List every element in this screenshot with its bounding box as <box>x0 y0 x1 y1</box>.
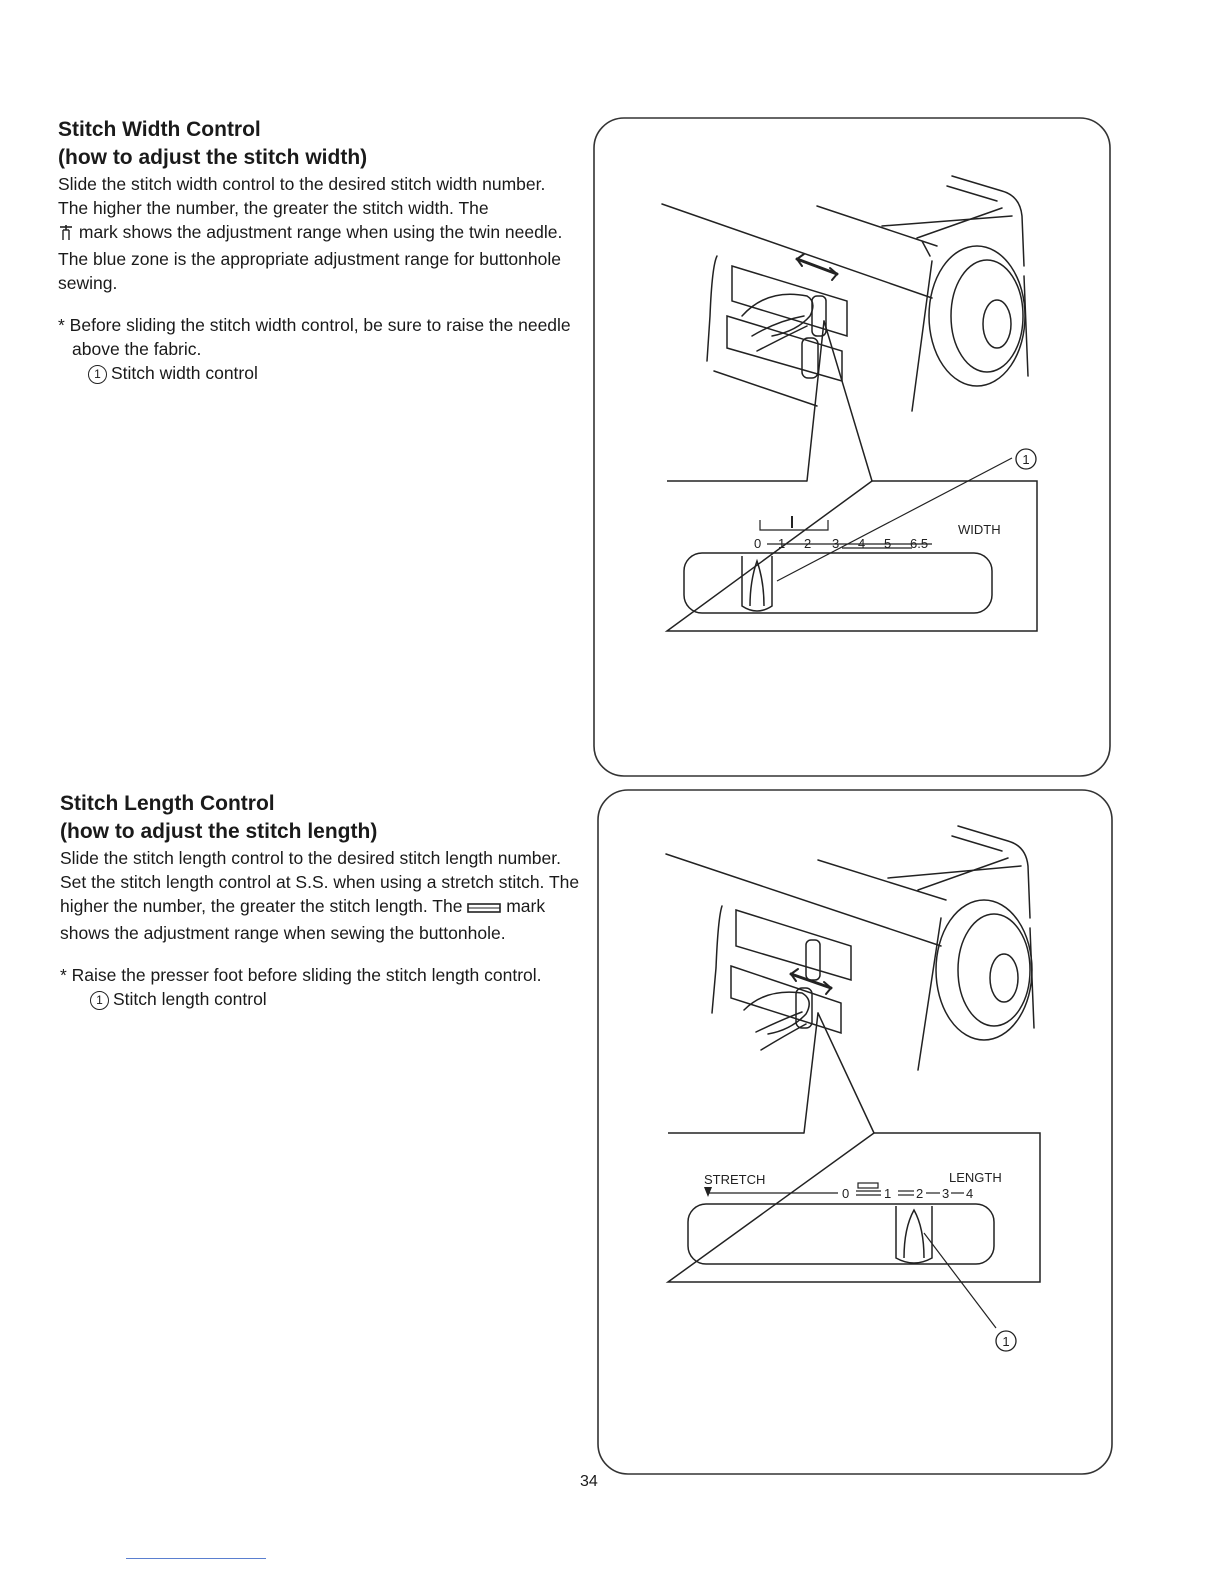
width-scale-4: 4 <box>858 536 866 551</box>
stitch-width-callout-label: Stitch width control <box>111 363 258 383</box>
stitch-width-section <box>58 116 578 385</box>
stitch-width-instructions: Slide the stitch width control to the desired stitch width number. <box>58 174 546 194</box>
stitch-length-instructions: Slide the stitch length control to the desired stitch length number. <box>60 848 561 868</box>
width-scale-5: 5 <box>884 536 892 551</box>
stitch-width-subtitle: (how to adjust the stitch width) <box>58 146 368 169</box>
stitch-width-note: * Before sliding the stitch width control, be sure to raise the needle above the fabric. <box>58 315 571 359</box>
stitch-length-callout <box>90 987 580 1011</box>
width-scale-0: 0 <box>754 536 762 551</box>
length-scale-0: 0 <box>842 1186 850 1201</box>
twin-needle-icon <box>58 223 74 247</box>
width-scale-3: 3 <box>832 536 840 551</box>
width-callout-number: 1 <box>1022 452 1030 467</box>
width-label: WIDTH <box>958 522 1001 537</box>
length-scale-detail <box>668 1133 1040 1328</box>
stitch-length-illustration <box>596 788 1114 1476</box>
length-label: LENGTH <box>949 1170 1002 1185</box>
length-scale-3: 3 <box>942 1186 950 1201</box>
stitch-length-callout-label: Stitch length control <box>113 989 267 1009</box>
width-scale-2: 2 <box>804 536 812 551</box>
sewing-machine-drawing <box>666 826 1034 1133</box>
stretch-label: STRETCH <box>704 1172 766 1187</box>
length-callout-number: 1 <box>1002 1334 1010 1349</box>
stitch-width-description-lead: The higher the number, the greater the stitch width. The <box>58 198 489 218</box>
length-scale-1: 1 <box>884 1186 892 1201</box>
sewing-machine-drawing <box>662 176 1028 481</box>
width-callout-marker <box>1016 449 1036 469</box>
stitch-width-callout <box>88 361 578 385</box>
stitch-length-subtitle: (how to adjust the stitch length) <box>60 820 378 843</box>
footer-rule <box>126 1558 266 1559</box>
width-scale-6-5: 6.5 <box>910 536 929 551</box>
stitch-length-section <box>60 790 580 1011</box>
stitch-length-description-rest: mark shows the adjustment range when sewing the buttonhole. <box>60 896 546 943</box>
length-scale-2: 2 <box>916 1186 924 1201</box>
width-scale-1: 1 <box>778 536 786 551</box>
page-number: 34 <box>580 1473 598 1490</box>
stitch-width-description-rest: mark shows the adjustment range when using the twin needle. The blue zone is the appropriate adjustment range for buttonhole sewing. <box>58 222 563 293</box>
width-scale-detail <box>667 458 1037 631</box>
stitch-length-note: * Raise the presser foot before sliding the stitch length control. <box>60 965 542 985</box>
callout-number-badge: 1 <box>90 991 109 1010</box>
stitch-width-description <box>58 196 578 295</box>
stitch-length-description-lead: Set the stitch length control at S.S. when using a stretch stitch. The higher the number, the greater the stitch length. The <box>60 872 580 916</box>
length-scale-4: 4 <box>966 1186 974 1201</box>
length-callout-marker <box>996 1331 1016 1351</box>
stitch-length-description <box>60 870 580 945</box>
stitch-width-illustration <box>592 116 1112 778</box>
stitch-length-title: Stitch Length Control <box>60 792 275 815</box>
stitch-width-title: Stitch Width Control <box>58 118 261 141</box>
callout-number-badge: 1 <box>88 365 107 384</box>
buttonhole-icon <box>467 897 501 921</box>
stretch-marker-icon <box>704 1187 712 1197</box>
